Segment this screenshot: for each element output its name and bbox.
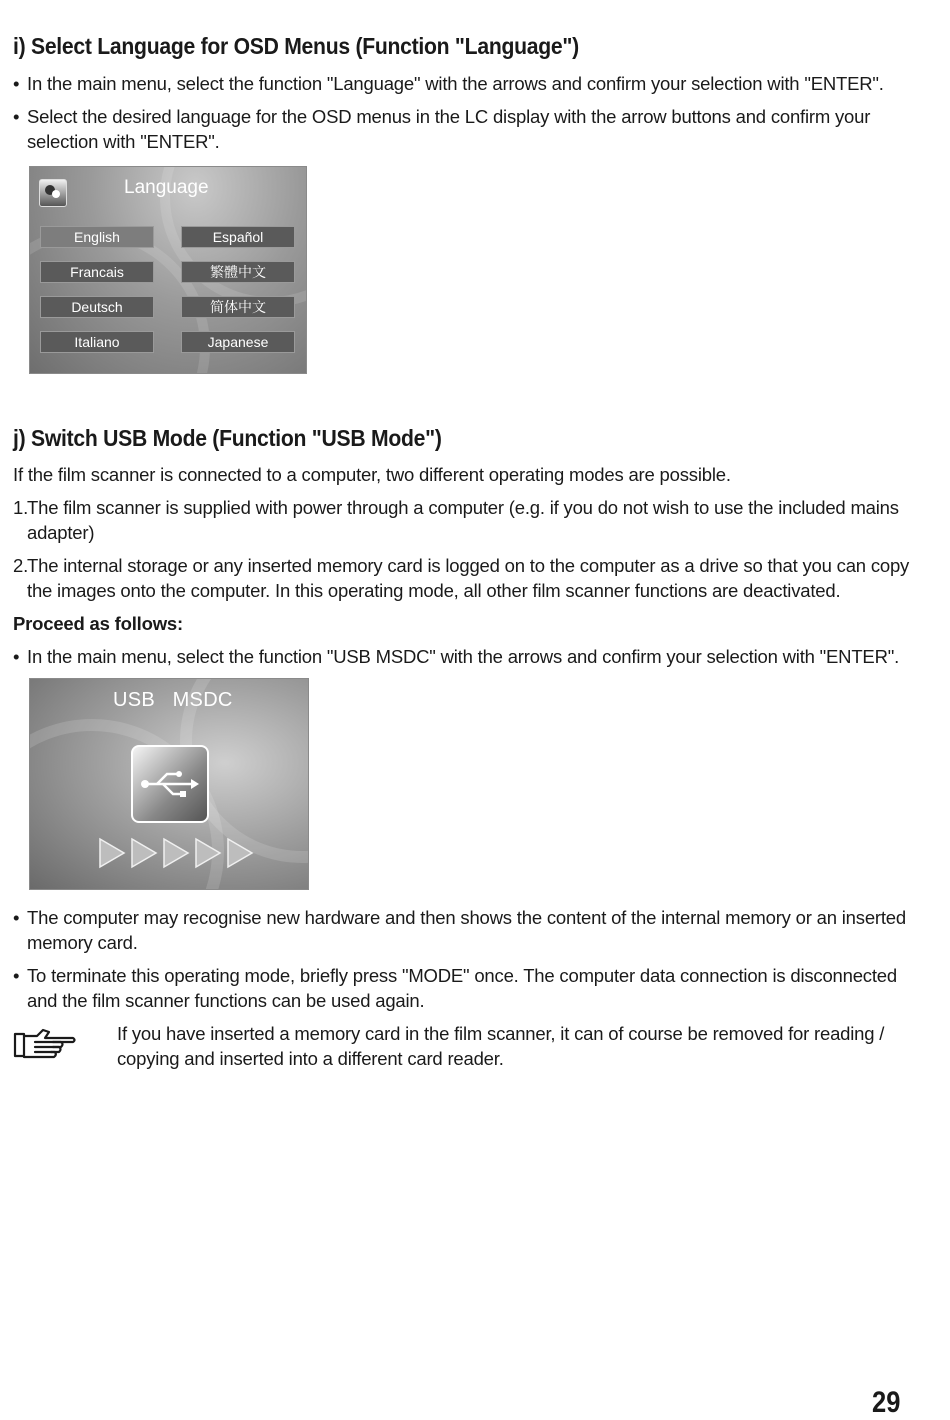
language-option-japanese[interactable]: Japanese: [181, 331, 295, 353]
language-option-traditional-chinese[interactable]: 繁體中文: [181, 261, 295, 283]
section-i-bullet-1: • In the main menu, select the function "Language" with the arrows and confirm your selection with "ENTER".: [13, 73, 884, 94]
usb-msdc-screen: [29, 678, 309, 890]
language-option-deutsch[interactable]: Deutsch: [40, 296, 154, 318]
section-j-bullet-3: • To terminate this operating mode, briefly press "MODE" once. The computer data connection is disconnected and the film scanner functions can be used again.: [13, 965, 897, 1011]
language-title: Language: [124, 177, 209, 198]
language-option-francais[interactable]: Francais: [40, 261, 154, 283]
language-option-italiano[interactable]: Italiano: [40, 331, 154, 353]
language-option-simplified-chinese[interactable]: 简体中文: [181, 296, 295, 318]
section-j-heading: j) Switch USB Mode (Function "USB Mode"): [13, 425, 442, 451]
language-screen: [29, 166, 307, 374]
section-j-item-2: 2. The internal storage or any inserted memory card is logged on to the computer as a drive so that you can copy the images onto the computer. In this operating mode, all other film scanner functions are deactivated.: [13, 555, 910, 601]
pointing-hand-icon: [13, 1027, 77, 1066]
section-j-item-1: 1. The film scanner is supplied with power through a computer (e.g. if you do not wish to use the included mains adapter): [13, 497, 899, 543]
progress-arrows: [98, 837, 258, 874]
language-option-english[interactable]: English: [40, 226, 154, 248]
section-i-bullet-2: • Select the desired language for the OSD menus in the LC display with the arrow buttons and confirm your selection with "ENTER".: [13, 106, 871, 152]
language-option-espanol[interactable]: Español: [181, 226, 295, 248]
proceed-label: Proceed as follows:: [13, 613, 183, 634]
page-number: 29: [871, 1386, 900, 1419]
section-j-bullet-1: • In the main menu, select the function "USB MSDC" with the arrows and confirm your selection with "ENTER".: [13, 646, 900, 667]
section-i-heading: i) Select Language for OSD Menus (Function "Language"): [13, 33, 579, 59]
language-icon: [39, 179, 67, 207]
section-j-intro: If the film scanner is connected to a computer, two different operating modes are possible.: [13, 464, 731, 485]
section-j-bullet-2: • The computer may recognise new hardware and then shows the content of the internal memory or an inserted memory card.: [13, 907, 906, 953]
note-text: If you have inserted a memory card in the film scanner, it can of course be removed for reading / copying and inserted into a different card reader.: [117, 1023, 885, 1069]
usb-icon[interactable]: [131, 745, 209, 823]
usb-msdc-title: USB MSDC: [113, 689, 233, 711]
